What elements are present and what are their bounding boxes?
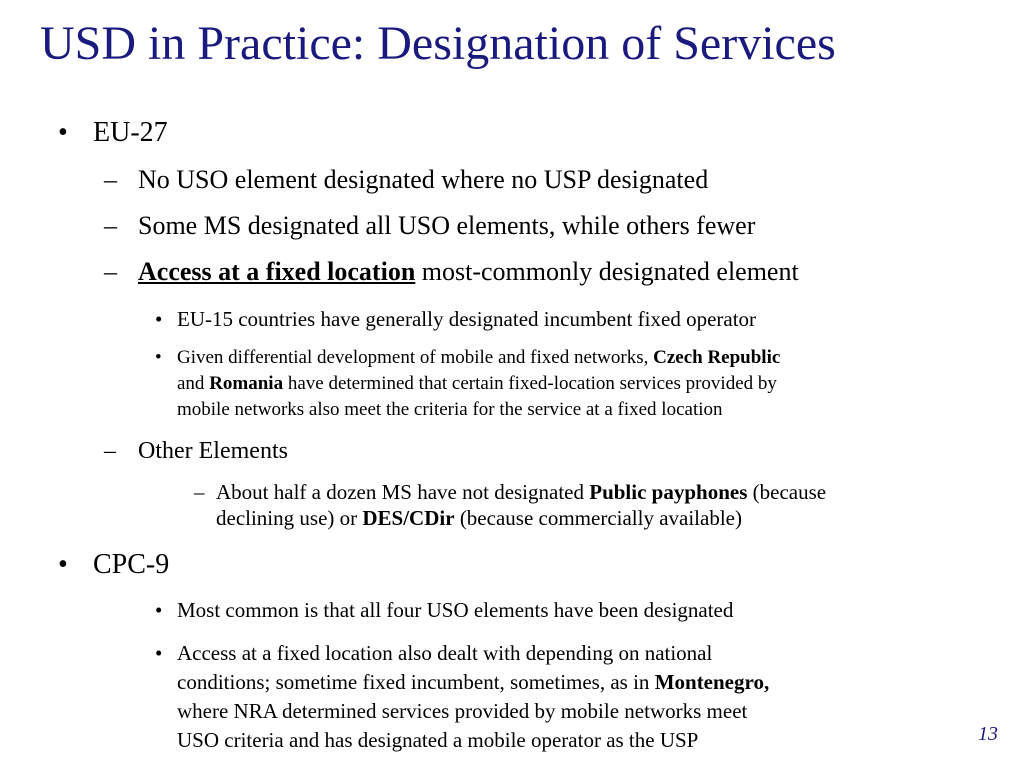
- bullet-marker: •: [58, 117, 68, 148]
- bullet-marker: •: [58, 549, 68, 580]
- bullet-text: [138, 258, 799, 286]
- dash-marker: –: [104, 438, 116, 464]
- emphasis-montenegro: Montenegro,: [654, 670, 770, 694]
- emphasis-access-fixed: Access at a fixed location: [138, 257, 416, 286]
- text-part: and: [177, 373, 210, 394]
- bullet-text: EU-15 countries have generally designated incumbent fixed operator: [177, 307, 757, 331]
- text-part: (because: [747, 480, 827, 504]
- bullet-text: Some MS designated all USO elements, while others fewer: [138, 211, 756, 240]
- bullet-text-line2: [177, 371, 777, 396]
- bullet-marker: •: [155, 307, 163, 331]
- bullet-text: Other Elements: [138, 438, 288, 464]
- text-part: Given differential development of mobile and fixed networks,: [177, 347, 654, 368]
- emphasis-czech: Czech Republic: [653, 347, 781, 368]
- bullet-text: No USO element designated where no USP designated: [138, 165, 709, 194]
- bullet-text: Most common is that all four USO elements have been designated: [177, 598, 734, 622]
- bullet-marker: •: [155, 347, 162, 368]
- text-part: declining use) or: [216, 506, 363, 530]
- slide-title: USD in Practice: Designation of Services: [40, 17, 836, 70]
- bullet-text: CPC-9: [93, 549, 170, 580]
- bullet-text-line3: where NRA determined services provided by mobile networks meet: [177, 699, 748, 723]
- emphasis-payphones: Public payphones: [589, 480, 748, 504]
- bullet-text-line2: [216, 505, 742, 531]
- dash-marker: –: [104, 211, 117, 240]
- bullet-text-line1: [177, 345, 780, 370]
- dash-marker: –: [104, 257, 117, 286]
- page-number: 13: [978, 723, 998, 745]
- bullet-text-line3: mobile networks also meet the criteria for the service at a fixed location: [177, 399, 723, 420]
- text-part: About half a dozen MS have not designated: [216, 480, 590, 504]
- bullet-text: EU-27: [93, 117, 168, 148]
- dash-marker: –: [194, 480, 205, 504]
- bullet-text-line4: USO criteria and has designated a mobile operator as the USP: [177, 728, 699, 752]
- emphasis-romania: Romania: [209, 373, 284, 394]
- bullet-text-line1: Access at a fixed location also dealt with depending on national: [177, 641, 713, 665]
- dash-marker: –: [104, 165, 117, 194]
- bullet-marker: •: [155, 641, 163, 665]
- bullet-text-line2: [177, 669, 769, 695]
- text-rest: most-commonly designated element: [415, 257, 799, 286]
- text-part: conditions; sometime fixed incumbent, sometimes, as in: [177, 670, 655, 694]
- text-part: have determined that certain fixed-location services provided by: [283, 373, 777, 394]
- bullet-text-line1: [216, 479, 826, 505]
- bullet-marker: •: [155, 598, 163, 622]
- text-part: (because commercially available): [454, 506, 742, 530]
- emphasis-descdir: DES/CDir: [362, 506, 455, 530]
